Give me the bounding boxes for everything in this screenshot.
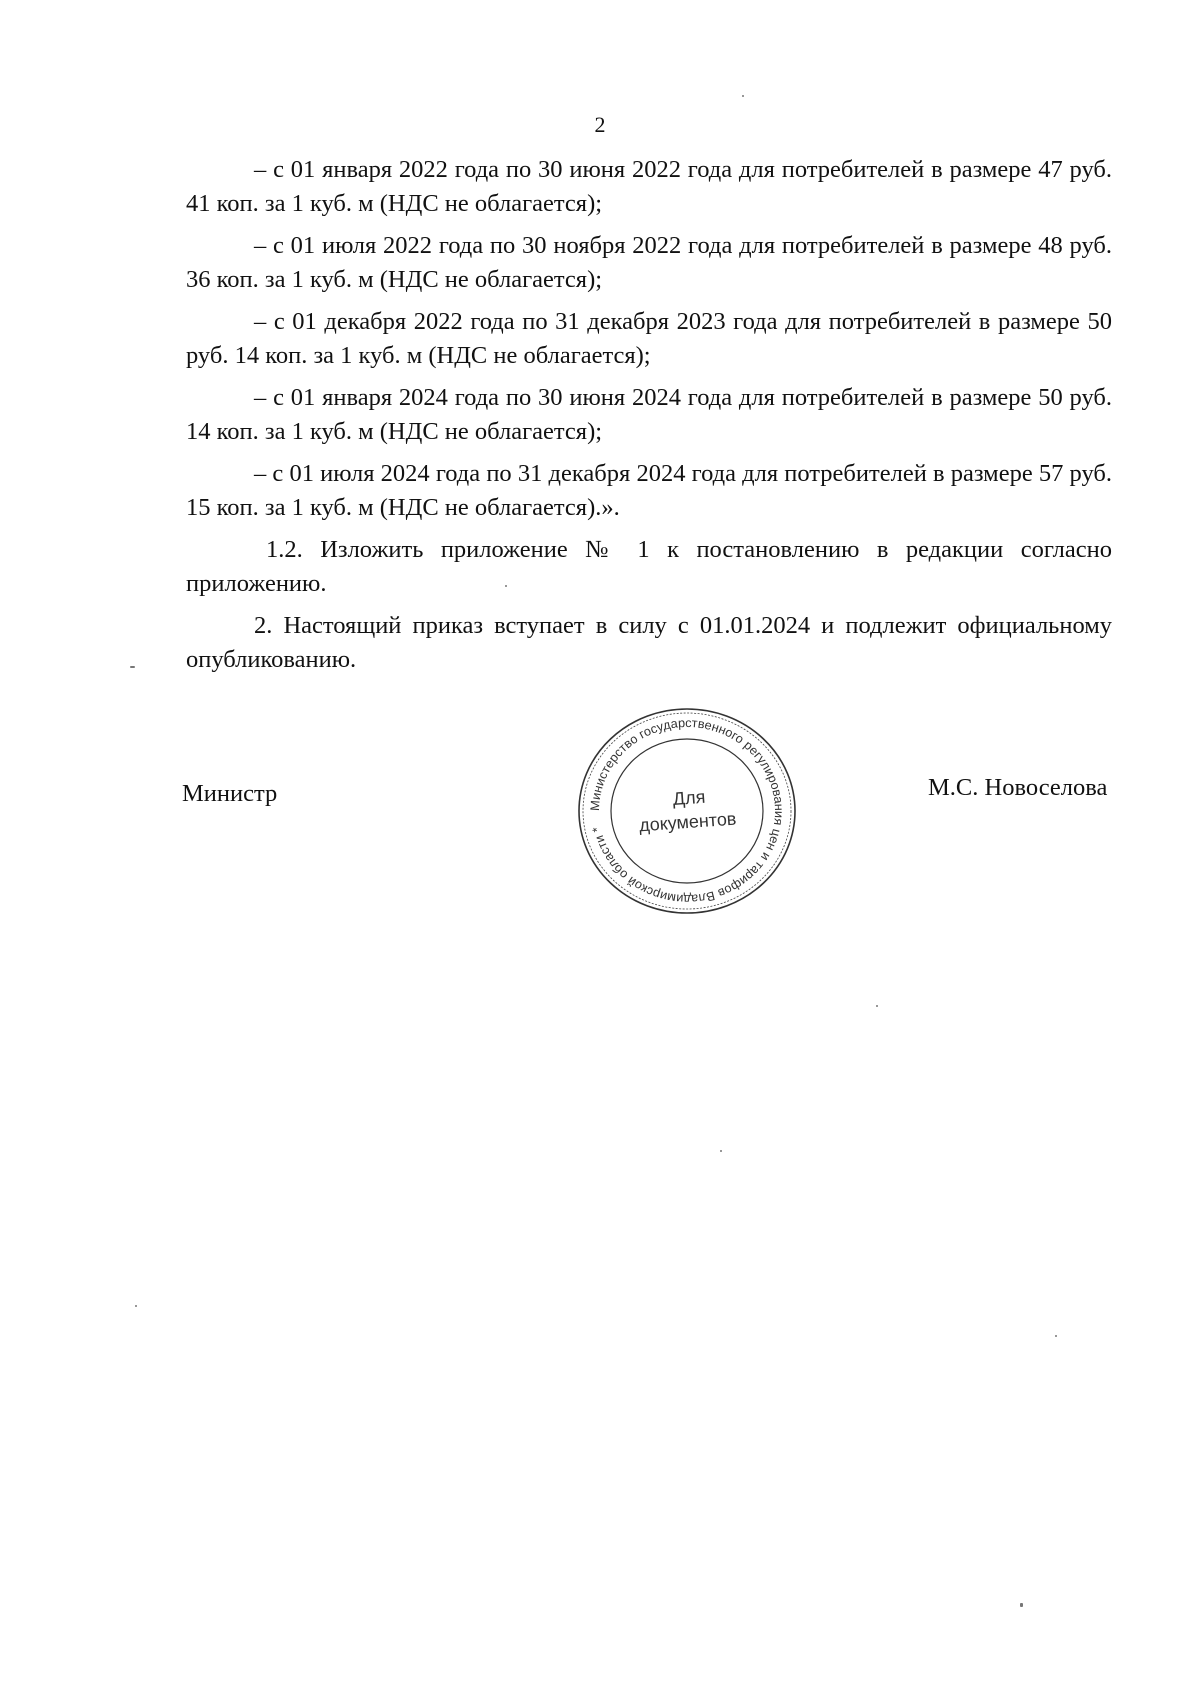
scan-speck <box>876 1005 878 1007</box>
scan-speck <box>130 666 135 668</box>
scan-speck <box>1055 1335 1057 1337</box>
scan-speck <box>1020 1603 1023 1607</box>
stamp-center-line2: документов <box>638 808 738 836</box>
page-number: 2 <box>594 112 606 137</box>
appendix-clause-paragraph: 1.2. Изложить приложение № 1 к постановлению в редакции согласно приложению. <box>186 536 1112 597</box>
tariff-period-paragraph: – с 01 июля 2024 года по 31 декабря 2024 года для потребителей в размере 57 руб. 15 коп. за 1 куб. м (НДС не облагается).». <box>186 460 1112 521</box>
effective-date-paragraph: 2. Настоящий приказ вступает в силу с 01.01.2024 и подлежит официальному опубликованию. <box>186 612 1112 673</box>
tariff-period-paragraph: – с 01 декабря 2022 года по 31 декабря 2023 года для потребителей в размере 50 руб. 14 коп. за 1 куб. м (НДС не облагается); <box>186 308 1112 369</box>
scan-speck <box>505 585 507 587</box>
scan-speck <box>135 1305 137 1307</box>
tariff-period-paragraph: – с 01 января 2022 года по 30 июня 2022 года для потребителей в размере 47 руб. 41 коп. за 1 куб. м (НДС не облагается); <box>186 156 1112 217</box>
signatory-name: М.С. Новоселова <box>928 774 1108 801</box>
official-stamp <box>572 706 802 916</box>
stamp-outer-ring-inner <box>583 713 791 909</box>
tariff-period-paragraph: – с 01 января 2024 года по 30 июня 2024 года для потребителей в размере 50 руб. 14 коп. за 1 куб. м (НДС не облагается); <box>186 384 1112 445</box>
document-body <box>186 153 1112 685</box>
scan-speck <box>742 95 744 97</box>
signatory-title: Министр <box>182 780 278 807</box>
tariff-period-paragraph: – с 01 июля 2022 года по 30 ноября 2022 года для потребителей в размере 48 руб. 36 коп. за 1 куб. м (НДС не облагается); <box>186 232 1112 293</box>
stamp-inner-ring <box>611 739 763 883</box>
stamp-ring-text: Министерство государственного регулирования цен и тарифов Владимирской области * <box>587 715 787 907</box>
scan-speck <box>720 1150 722 1152</box>
stamp-center-line1: Для <box>672 786 706 809</box>
